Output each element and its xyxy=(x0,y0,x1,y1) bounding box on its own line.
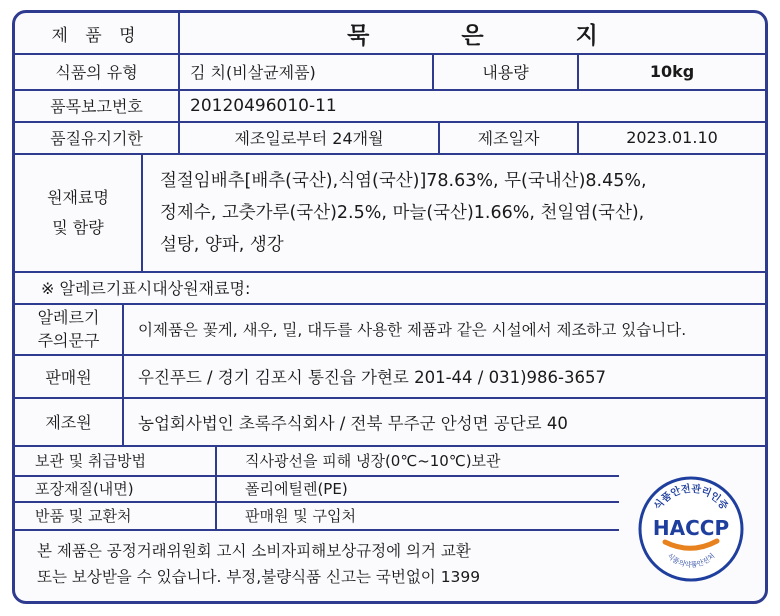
rule xyxy=(141,153,143,271)
food-type-label: 식품의 유형 xyxy=(55,63,138,82)
haccp-bottom-text: 식품의약품안전처 xyxy=(665,551,717,570)
product-name-label: 제 품 명 xyxy=(51,25,142,46)
shelf-life-value: 제조일로부터 24개월 xyxy=(234,129,384,148)
allergen-notice-label xyxy=(15,304,122,354)
allergen-notice-label-line1: 알레르기 xyxy=(37,308,100,327)
product-label xyxy=(12,10,768,604)
ingredients-list xyxy=(160,165,750,261)
product-name-value: 묵 은 지 xyxy=(347,22,640,49)
consumer-notice xyxy=(37,538,480,590)
food-type-value: 김 치(비살균제품) xyxy=(190,63,316,82)
haccp-top-text: 식품안전관리인증 xyxy=(652,483,730,513)
seller-label: 판매원 xyxy=(45,367,92,387)
haccp-mark-text: HACCP xyxy=(652,516,730,540)
haccp-certification-mark xyxy=(637,475,745,583)
rule xyxy=(15,529,619,531)
ingredients-label-line2: 및 함량 xyxy=(52,217,104,237)
allergen-notice-value: 이제품은 꽃게, 새우, 밀, 대두를 사용한 제품과 같은 시설에서 제조하고 있습니다. xyxy=(138,321,687,339)
manufacture-date-label: 제조일자 xyxy=(477,129,540,148)
returns-value: 판매원 및 구입처 xyxy=(245,507,356,525)
allergen-header: ※ 알레르기표시대상원재료명: xyxy=(41,279,251,298)
volume-label: 내용량 xyxy=(482,63,529,82)
packaging-value: 폴리에틸렌(PE) xyxy=(245,480,348,498)
ingredients-line: 절절임배추[배추(국산),식염(국산)]78.63%, 무(국내산)8.45%, xyxy=(160,171,647,191)
storage-value: 직사광선을 피해 냉장(0℃~10℃)보관 xyxy=(245,452,501,470)
shelf-life-label: 품질유지기한 xyxy=(50,129,143,148)
ingredients-line: 정제수, 고춧가루(국산)2.5%, 마늘(국산)1.66%, 천일염(국산), xyxy=(160,203,645,223)
manufacturer-value: 농업회사법인 초록주식회사 / 전북 무주군 안성면 공단로 40 xyxy=(138,413,568,433)
ingredients-label xyxy=(15,154,141,271)
notice-line: 또는 보상받을 수 있습니다. 부정,불량식품 신고는 국번없이 1399 xyxy=(37,568,481,586)
returns-label: 반품 및 교환처 xyxy=(35,507,132,525)
report-number-value: 20120496010-11 xyxy=(190,95,337,116)
manufacture-date-value: 2023.01.10 xyxy=(626,128,718,147)
report-number-label: 품목보고번호 xyxy=(50,97,143,116)
packaging-label: 포장재질(내면) xyxy=(35,480,134,498)
seller-value: 우진푸드 / 경기 김포시 통진읍 가현로 201-44 / 031)986-3657 xyxy=(138,368,606,387)
ingredients-label-line1: 원재료명 xyxy=(47,187,109,207)
ingredients-line: 설탕, 양파, 생강 xyxy=(160,235,284,255)
storage-label: 보관 및 취급방법 xyxy=(35,452,146,470)
notice-line: 본 제품은 공정거래위원회 고시 소비자피해보상규정에 의거 교환 xyxy=(37,542,471,560)
volume-value: 10kg xyxy=(649,62,695,81)
manufacturer-label: 제조원 xyxy=(45,413,92,432)
allergen-notice-label-line2: 주의문구 xyxy=(37,331,100,350)
